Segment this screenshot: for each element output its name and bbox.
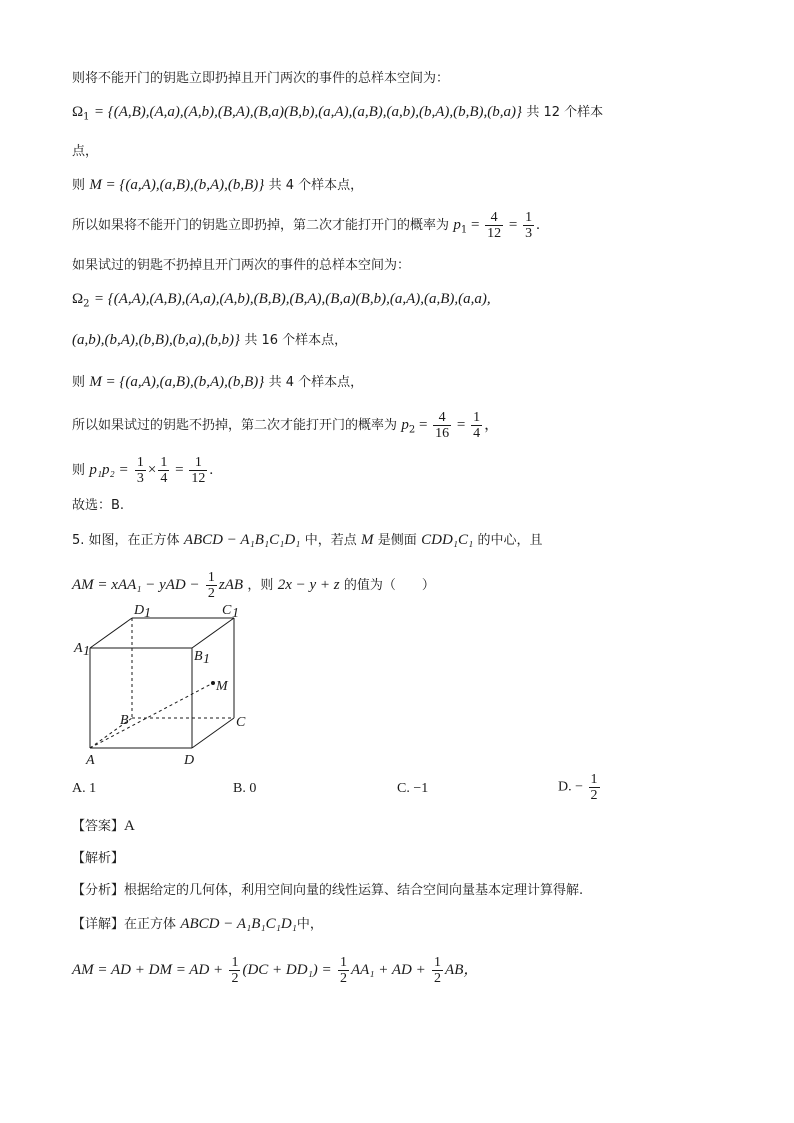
numerator: 1 (207, 570, 215, 585)
event-set-1 (72, 175, 363, 196)
xiangjie-text: 在正方体 (124, 917, 177, 932)
text-line (72, 255, 410, 276)
ask-expression: 2x − y + z (277, 577, 340, 593)
denominator: 12 (191, 471, 206, 486)
denominator: 16 (435, 426, 450, 441)
sentence: 如果试过的钥匙不扔掉且开门两次的事件的总样本空间为： (72, 258, 411, 273)
point-m (211, 681, 215, 685)
fraction (229, 955, 240, 986)
sentence: 所以如果试过的钥匙不扔掉，第二次才能打开门的概率为 (72, 418, 398, 433)
option-d (558, 772, 602, 803)
answer-line (72, 816, 135, 837)
event-set: M = {(a,A),(a,B),(b,A),(b,B)} (89, 374, 265, 390)
sample-set: = {(A,B),(A,a),(A,b),(B,A),(B,a)(B,b),(a,A),(a,B),(a,b),(b,A),(b,B),(b,a)} (93, 104, 523, 120)
vertex-label: B (194, 649, 203, 664)
prefix: 则 (72, 178, 86, 193)
cube-figure (72, 600, 262, 770)
denominator: 3 (136, 471, 144, 486)
denominator: 2 (434, 971, 442, 986)
text-line (72, 141, 98, 162)
vector-term: zAB (218, 577, 244, 593)
text-line (72, 68, 449, 89)
vertex-label: A (86, 753, 95, 768)
option-b: B. 0 (233, 781, 257, 796)
fraction (135, 455, 146, 486)
vertex-subscript: 1 (83, 644, 90, 659)
equation-part: AM = AD + DM = AD + (72, 962, 224, 978)
denominator: 2 (339, 971, 347, 986)
final-equation (72, 955, 478, 986)
numerator: 1 (434, 955, 442, 970)
question-5-stem (72, 530, 543, 551)
denominator: 4 (160, 471, 168, 486)
cube-name: ABCD − A₁B₁C₁D₁ (180, 916, 297, 932)
vertex-label: D (134, 603, 145, 618)
edge (192, 718, 234, 748)
probability-1: 所以如果将不能开门的钥匙立即扔掉，第二次才能打开门的概率为 $p_1$ = $\frac{4}{12}$ = $\frac{1}{3}$ . (72, 210, 540, 241)
fraction (471, 410, 482, 441)
numerator: 1 (473, 410, 481, 425)
vertex-subscript: 1 (144, 606, 151, 621)
option-d-prefix: D. − (558, 779, 584, 795)
numerator: 1 (231, 955, 239, 970)
numerator: 1 (136, 455, 144, 470)
denominator: 2 (231, 971, 239, 986)
fraction (189, 455, 207, 486)
stem-text: 5. 如图，在正方体 (72, 533, 180, 548)
omega-symbol: Ω (72, 104, 84, 120)
vertex-label: A (74, 641, 83, 656)
p-subscript: 2 (408, 424, 416, 436)
equation-part: (DC + DD₁) = (242, 962, 332, 978)
product-lhs: p₁p₂ = (89, 462, 129, 478)
hidden-edge (90, 683, 213, 748)
vertex-label: B (120, 713, 129, 728)
numerator: 1 (160, 455, 168, 470)
numerator: 4 (485, 210, 503, 226)
p-symbol: p (401, 417, 409, 433)
xiangjie-tag: 【详解】 (72, 917, 125, 932)
denominator: 2 (207, 586, 215, 601)
numerator: 1 (339, 955, 347, 970)
sample-space-1 (72, 102, 603, 128)
omega-subscript: 1 (83, 111, 90, 123)
numerator: 1 (189, 455, 207, 471)
numerator: 1 (525, 210, 533, 225)
option-a: A. 1 (72, 781, 97, 796)
sample-space-2-cont (72, 330, 347, 351)
omega-subscript: 2 (83, 298, 90, 310)
analysis-line (72, 848, 124, 869)
probability-product: 则 p₁p₂ = $\frac{1}{3}$ × $\frac{1}{4}$ = $\frac{1}{12}$ . (72, 455, 214, 486)
xiangjie-line (72, 914, 323, 935)
fraction (158, 455, 169, 486)
fraction (206, 570, 217, 601)
sample-space-2 (72, 289, 491, 315)
numerator: 4 (433, 410, 451, 426)
fraction (432, 955, 443, 986)
fraction (433, 410, 451, 441)
denominator: 3 (525, 226, 533, 241)
sample-set: = {(A,A),(A,B),(A,a),(A,b),(B,B),(B,A),(B,a)(B,b),(a,A),(a,B),(a,a), (93, 291, 491, 307)
point-label: M (216, 679, 228, 694)
probability-2: 所以如果试过的钥匙不扔掉，第二次才能打开门的概率为 $p_2$ = $\frac{4}{16}$ = $\frac{1}{4}$ ， (72, 410, 500, 441)
vertex-subscript: 1 (203, 652, 210, 667)
count-text: 共 16 个样本点， (244, 333, 348, 348)
omega-symbol: Ω (72, 291, 84, 307)
event-set-2 (72, 372, 363, 393)
fenxi-line (72, 880, 583, 901)
answer-tag: 【答案】 (72, 819, 125, 834)
edge (192, 618, 234, 648)
fenxi-text: 根据给定的几何体，利用空间向量的线性运算、结合空间向量基本定理计算得解. (124, 883, 584, 898)
count-text: 共 4 个样本点， (268, 375, 364, 390)
vertex-label: C (236, 715, 246, 730)
stem-text: 中，若点 (304, 533, 357, 548)
vertex-label: C (222, 603, 232, 618)
equation-part: AB， (445, 962, 479, 978)
answer-selection (72, 495, 124, 516)
option-c: C. −1 (397, 781, 429, 796)
fraction (485, 210, 503, 241)
question-5-equation (72, 570, 435, 601)
event-set: M = {(a,A),(a,B),(b,A),(b,B)} (89, 177, 265, 193)
fraction (589, 772, 600, 803)
denominator: 4 (473, 426, 481, 441)
ask-text: 的值为（ ） (343, 578, 435, 593)
edge (90, 618, 132, 648)
vector-equation: AM = xAA₁ − yAD − (72, 577, 200, 593)
p-symbol: p (453, 217, 461, 233)
equation-part: AA₁ + AD + (350, 962, 426, 978)
analysis-tag: 【解析】 (72, 851, 125, 866)
prefix: 则 (72, 463, 86, 478)
answer-value: A (124, 818, 135, 834)
sentence: 则将不能开门的钥匙立即扔掉且开门两次的事件的总样本空间为： (72, 71, 450, 86)
vertex-label: D (184, 753, 195, 768)
stem-text: 是侧面 (377, 533, 417, 548)
ask-text: ，则 (247, 578, 274, 593)
vertex-subscript: 1 (232, 606, 239, 621)
denominator: 12 (487, 226, 502, 241)
fraction (523, 210, 534, 241)
numerator: 1 (590, 772, 598, 787)
sentence: 点， (72, 144, 99, 159)
count-text: 共 4 个样本点， (268, 178, 364, 193)
face-name: CDD₁C₁ (421, 532, 474, 548)
fenxi-tag: 【分析】 (72, 883, 125, 898)
sentence: 所以如果将不能开门的钥匙立即扔掉，第二次才能打开门的概率为 (72, 218, 450, 233)
stem-text: 的中心，且 (477, 533, 543, 548)
point-name: M (361, 532, 374, 548)
p-subscript: 1 (460, 224, 468, 236)
sample-set: (a,b),(b,A),(b,B),(b,a),(b,b)} (72, 332, 241, 348)
denominator: 2 (590, 788, 598, 803)
sentence: 故选：B. (72, 498, 125, 513)
prefix: 则 (72, 375, 86, 390)
cube-name: ABCD − A₁B₁C₁D₁ (183, 532, 301, 548)
xiangjie-text: 中， (296, 917, 323, 932)
fraction (338, 955, 349, 986)
count-text: 共 12 个样本 (526, 105, 604, 120)
